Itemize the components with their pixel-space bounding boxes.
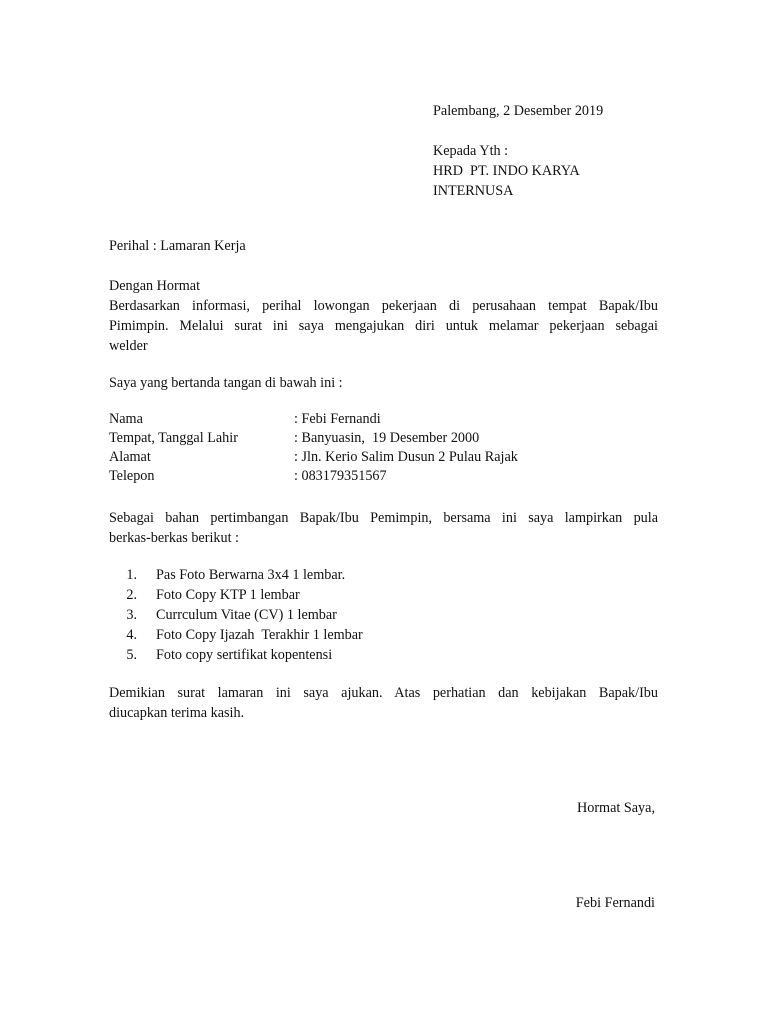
recipient-salutation: Kepada Yth : xyxy=(433,143,509,159)
recipient-line-2: INTERNUSA xyxy=(433,183,514,199)
intro-paragraph xyxy=(109,296,658,356)
list-number: 4. xyxy=(126,627,137,643)
place-date: Palembang, 2 Desember 2019 xyxy=(433,103,604,119)
intro-line-3: welder xyxy=(109,338,148,354)
intro-line-1: Berdasarkan informasi, perihal lowongan pekerjaan di perusahaan tempat Bapak/Ibu xyxy=(109,298,658,314)
list-number: 5. xyxy=(126,647,137,663)
list-number: 2. xyxy=(126,587,137,603)
list-item xyxy=(109,605,363,625)
document-list xyxy=(109,565,363,665)
list-item xyxy=(109,565,363,585)
header-spacer xyxy=(433,121,713,141)
list-item xyxy=(109,645,363,665)
identity-row-address xyxy=(109,448,518,467)
identity-row-name xyxy=(109,410,518,429)
identity-value: : Febi Fernandi xyxy=(294,411,381,427)
list-number: 1. xyxy=(126,567,137,583)
closing-regards: Hormat Saya, xyxy=(576,800,655,816)
subject-line: Perihal : Lamaran Kerja xyxy=(109,238,246,254)
closing-paragraph xyxy=(109,683,658,723)
attachment-line-1: Sebagai bahan pertimbangan Bapak/Ibu Pemimpin, bersama ini saya lampirkan pula xyxy=(109,510,658,526)
identity-value: : 083179351567 xyxy=(294,468,387,484)
attachment-line-2: berkas-berkas berikut : xyxy=(109,530,240,546)
identity-value: : Jln. Kerio Salim Dusun 2 Pulau Rajak xyxy=(294,449,518,465)
closing-line-1: Demikian surat lamaran ini saya ajukan. Atas perhatian dan kebijakan Bapak/Ibu xyxy=(109,685,658,701)
list-text: Foto Copy Ijazah Terakhir 1 lembar xyxy=(156,627,363,643)
identity-row-phone xyxy=(109,467,518,486)
attachment-paragraph xyxy=(109,508,658,548)
list-text: Foto Copy KTP 1 lembar xyxy=(156,587,300,603)
list-text: Currculum Vitae (CV) 1 lembar xyxy=(156,607,337,623)
list-item xyxy=(109,585,363,605)
identity-table xyxy=(109,410,518,486)
list-item xyxy=(109,625,363,645)
list-text: Foto copy sertifikat kopentensi xyxy=(156,647,333,663)
letter-header xyxy=(433,101,713,201)
identity-label: Telepon xyxy=(109,468,155,484)
statement: Saya yang bertanda tangan di bawah ini : xyxy=(109,375,343,391)
greeting: Dengan Hormat xyxy=(109,278,201,294)
signature-name: Febi Fernandi xyxy=(575,895,655,911)
list-text: Pas Foto Berwarna 3x4 1 lembar. xyxy=(156,567,346,583)
recipient-line-1: HRD PT. INDO KARYA xyxy=(433,163,580,179)
identity-label: Nama xyxy=(109,411,143,427)
identity-label: Tempat, Tanggal Lahir xyxy=(109,430,238,446)
list-number: 3. xyxy=(126,607,137,623)
intro-line-2: Pimimpin. Melalui surat ini saya mengajukan diri untuk melamar pekerjaan sebagai xyxy=(109,318,658,334)
identity-label: Alamat xyxy=(109,449,151,465)
identity-row-birth xyxy=(109,429,518,448)
closing-line-2: diucapkan terima kasih. xyxy=(109,705,245,721)
identity-value: : Banyuasin, 19 Desember 2000 xyxy=(294,430,480,446)
